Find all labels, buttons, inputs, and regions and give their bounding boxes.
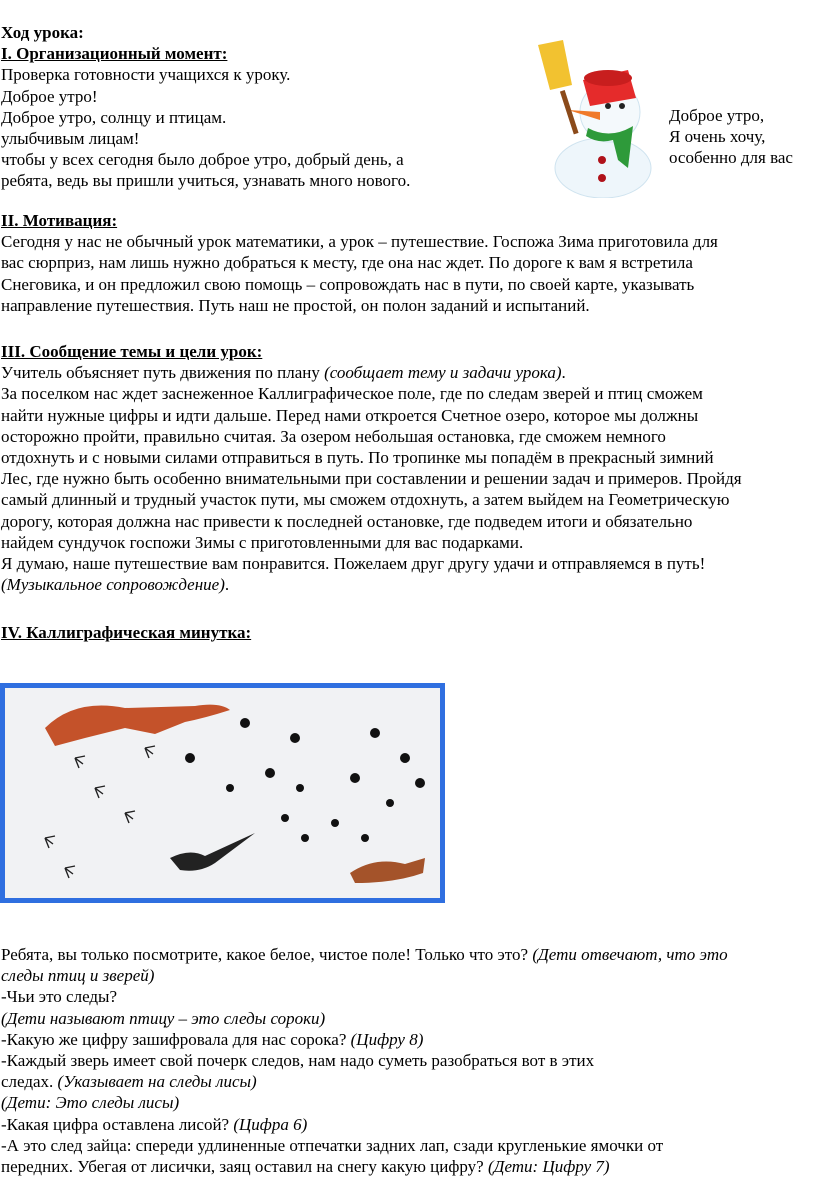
text-run: дорогу, которая должна нас привести к последней остановке, где подведем итоги и обязательно — [1, 511, 693, 531]
text-line — [1, 532, 742, 553]
text-run: передних. Убегая от лисички, заяц оставил на снегу какую цифру? — [1, 1156, 488, 1176]
text-line — [1, 622, 251, 643]
text-line — [1, 341, 742, 362]
section-heading: IV. Каллиграфическая минутка: — [1, 623, 252, 642]
section-heading: II. Мотивация: — [1, 211, 118, 230]
text-run: самый длинный и трудный участок пути, мы сможем отдохнуть, а затем выйдем на Геометрическую — [1, 490, 730, 510]
text-line — [1, 295, 718, 316]
text-run: -Какую же цифру зашифровала для нас сорока? — [1, 1029, 351, 1049]
text-line — [1, 405, 742, 426]
text-line — [669, 105, 793, 126]
italic-note: (Указывает на следы лисы) — [57, 1072, 257, 1092]
text-line — [1, 274, 718, 295]
animal-tracks-picture — [0, 683, 445, 903]
text-run: -Каждый зверь имеет свой почерк следов, нам надо суметь разобраться вот в этих — [1, 1050, 595, 1070]
text-line — [1, 128, 410, 149]
text-run: Доброе утро, — [669, 106, 765, 125]
paw-prints — [185, 718, 425, 842]
text-run: отдохнуть и с новыми силами отправиться в путь. По тропинке мы попадём в прекрасный зимний — [1, 447, 714, 467]
text-run: -Какая цифра оставлена лисой? — [1, 1114, 234, 1134]
text-run: За поселком нас ждет заснеженное Каллиграфическое поле, где по следам зверей и птиц сможем — [1, 384, 703, 404]
text-line — [1, 1050, 728, 1071]
text-line — [669, 126, 793, 147]
text-line — [1, 944, 728, 965]
text-run: направление путешествия. Путь наш не простой, он полон заданий и испытаний. — [1, 295, 590, 315]
text-run: -Чьи это следы? — [1, 987, 118, 1007]
text-run: Я очень хочу, — [669, 127, 766, 147]
text-run: вас сюрприз, нам лишь нужно добраться к месту, где она нас ждет. По дороге к вам я встретила — [1, 253, 693, 273]
text-line — [1, 107, 410, 128]
text-run: -А это след зайца: спереди удлиненные отпечатки задних лап, сзади кругленькие ямочки от — [1, 1135, 664, 1155]
text-run: следах. — [1, 1072, 58, 1092]
text-line — [1, 149, 410, 170]
text-run: найти нужные цифры и идти дальше. Перед нами откроется Счетное озеро, которое мы должны — [1, 405, 699, 425]
section-calligraphy — [1, 622, 251, 643]
text-run: найдем сундучок госпожи Зимы с приготовленными для вас подарками. — [1, 532, 524, 552]
section-organizational — [1, 22, 410, 192]
text-run: Снеговика, и он предложил свою помощь – сопровождать нас в пути, по своей карте, указывать — [1, 274, 695, 294]
text-line — [1, 383, 742, 404]
text-run: Доброе утро, солнцу и птицам. — [1, 107, 227, 127]
text-line — [1, 231, 718, 252]
section-heading: Ход урока: — [1, 23, 84, 42]
text-line — [1, 86, 410, 107]
text-run: Сегодня у нас не обычный урок математики, а урок – путешествие. Госпожа Зима приготовила для — [1, 232, 718, 252]
italic-note: следы птиц и зверей) — [1, 966, 155, 986]
text-line — [1, 1008, 728, 1029]
italic-note: (Дети называют птицу – это следы сороки) — [1, 1008, 326, 1028]
text-line — [1, 489, 742, 510]
italic-note: (Дети: Это следы лисы) — [1, 1093, 180, 1113]
text-line — [1, 553, 742, 574]
text-run: . — [224, 575, 230, 595]
text-run: особенно для вас — [669, 148, 793, 168]
text-run: Доброе утро! — [1, 86, 98, 106]
text-run: Я думаю, наше путешествие вам понравится. Пожелаем друг другу удачи и отправляемся в путь! — [1, 553, 706, 573]
text-line — [1, 468, 742, 489]
section-heading: III. Сообщение темы и цели урок: — [1, 342, 263, 361]
text-run: Проверка готовности учащихся к уроку. — [1, 65, 291, 85]
text-run: ребята, ведь вы пришли учиться, узнавать много нового. — [1, 171, 411, 191]
italic-note: (Дети: Цифру 7) — [487, 1156, 610, 1176]
text-line — [1, 1114, 728, 1135]
text-line — [1, 362, 742, 383]
text-run: . — [561, 363, 566, 383]
text-line — [1, 426, 742, 447]
snowman-illustration — [528, 40, 663, 198]
section-motivation — [1, 210, 718, 316]
text-line — [1, 447, 742, 468]
text-line — [1, 1156, 728, 1177]
text-line — [1, 1092, 728, 1113]
text-line — [1, 1071, 728, 1092]
text-line — [1, 574, 742, 595]
text-line — [1, 1029, 728, 1050]
greeting-poem-right — [669, 105, 793, 169]
text-run: осторожно пройти, правильно считая. За озером небольшая остановка, где сможем немного — [1, 426, 666, 446]
fox-shape — [45, 705, 230, 746]
section-heading: I. Организационный момент: — [1, 44, 228, 64]
text-line — [1, 210, 718, 231]
text-line — [1, 511, 742, 532]
bird-tracks — [45, 746, 155, 878]
text-line — [1, 43, 410, 64]
text-line — [1, 1135, 728, 1156]
text-line — [1, 986, 728, 1007]
italic-note: (Дети отвечают, что это — [532, 945, 728, 964]
italic-note: (Музыкальное сопровождение) — [1, 575, 225, 595]
text-line — [1, 170, 410, 191]
section-topic — [1, 341, 742, 595]
text-line — [669, 147, 793, 168]
hare-shape — [350, 858, 425, 883]
text-run: Ребята, вы только посмотрите, какое белое, чистое поле! Только что это? — [1, 945, 533, 964]
text-run: чтобы у всех сегодня было доброе утро, добрый день, а — [1, 150, 404, 170]
text-line — [1, 22, 410, 43]
text-run: Учитель объясняет путь движения по плану — [1, 363, 325, 383]
italic-note: (Цифра 6) — [233, 1114, 308, 1134]
text-run: Лес, где нужно быть особенно внимательными при составлении и решении задач и примеров. Пройдя — [1, 469, 742, 489]
text-line — [1, 965, 728, 986]
magpie-shape — [170, 833, 255, 871]
text-line — [1, 64, 410, 85]
italic-note: (сообщает тему и задачи урока) — [324, 363, 562, 383]
text-run: улыбчивым лицам! — [1, 128, 140, 148]
text-line — [1, 252, 718, 273]
section-dialogue — [1, 944, 728, 1177]
italic-note: (Цифру 8) — [350, 1029, 424, 1049]
